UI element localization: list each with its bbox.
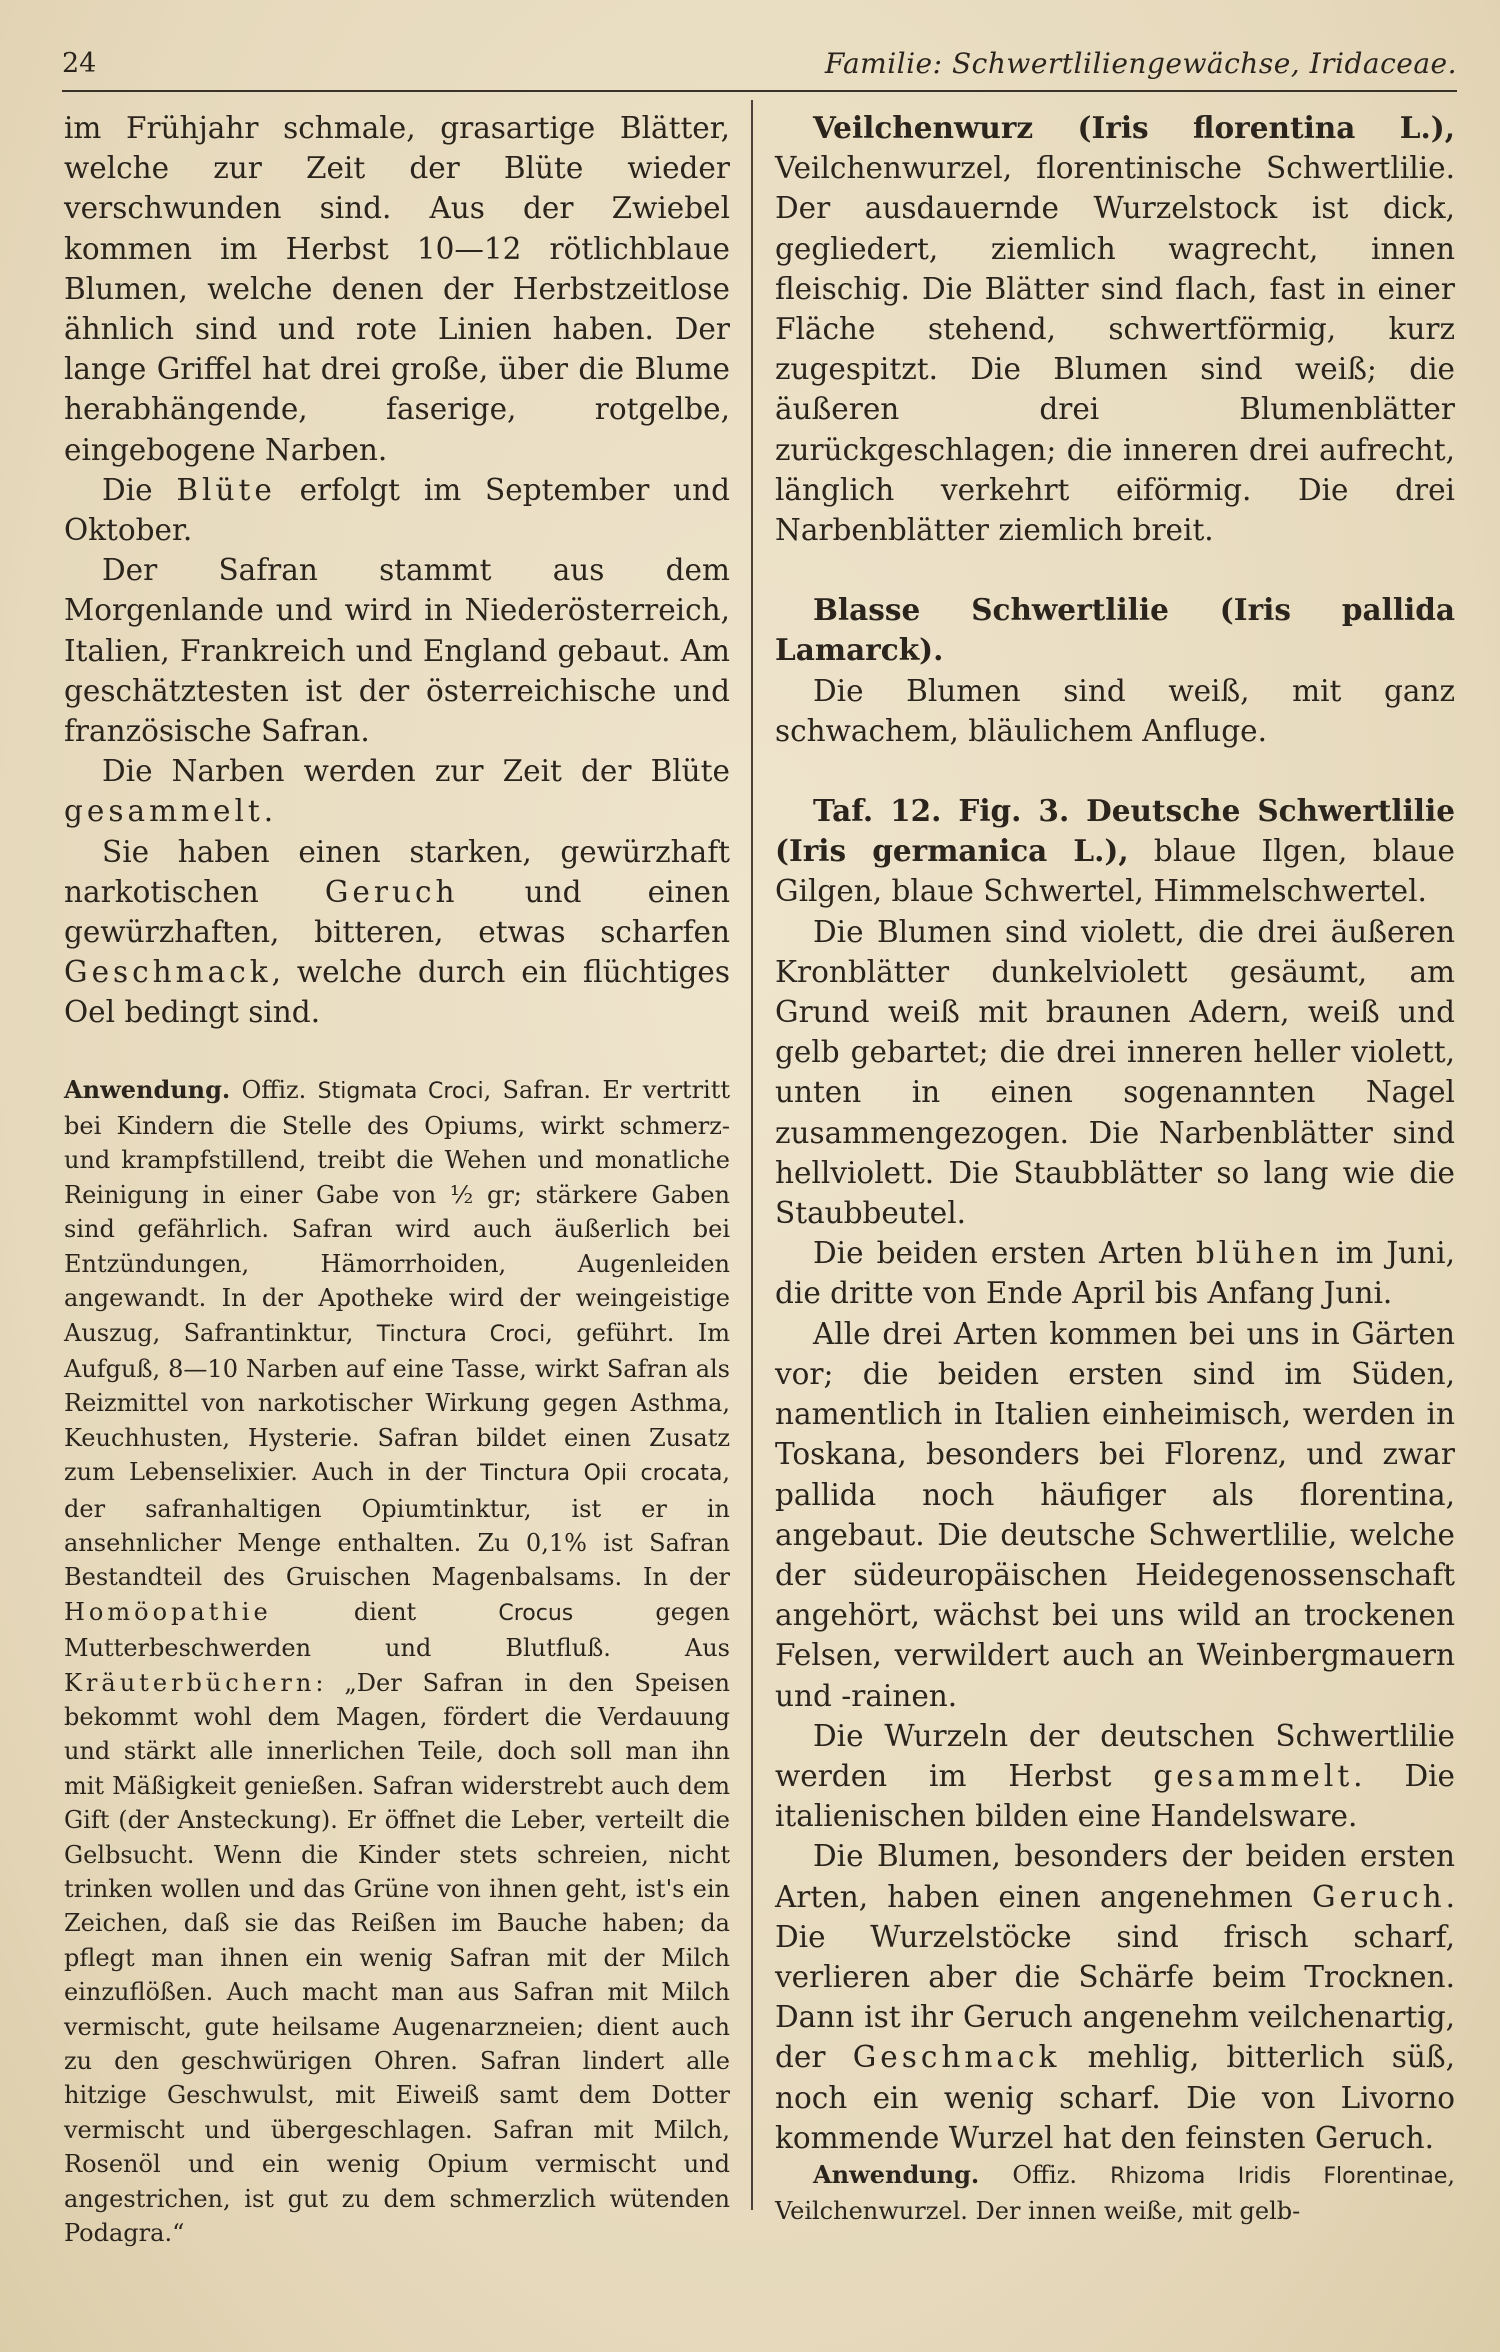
entry-iris-florentina: Veilchenwurz (Iris florentina L.), Veilchenwurzel, florentinische Schwertlilie. Der ausdauernde Wurzelstock ist dick, gegliedert, ziemlich wagrecht, innen fleischig. Die Blätter sind flach, fast in einer Fläche stehend, schwertförmig, kurz zugespitzt. Die Blumen sind weiß; die äußeren drei Blumenblätter zurückgeschlagen; die inneren drei aufrecht, länglich verkehrt eiförmig. Die drei Narbenblätter ziemlich breit. — [775, 110, 1455, 548]
right-column — [775, 108, 1455, 2229]
paragraph-smell-taste: Sie haben einen starken, gewürzhaft narkotischen Geruch und einen gewürzhaften, bitteren, etwas scharfen Geschmack, welche durch ein flüchtiges Oel bedingt sind. — [64, 834, 730, 1030]
left-column — [64, 108, 730, 2250]
species-name-pallida: Blasse Schwertlilie (Iris pallida Lamarck). — [775, 592, 1455, 668]
paragraph-collection: Die Narben werden zur Zeit der Blüte gesammelt. — [64, 754, 730, 829]
paragraph-origin: Der Safran stammt aus dem Morgenlande und wird in Niederösterreich, Italien, Frankreich und England gebaut. Am geschätztesten ist der österreichische und französische Safran. — [64, 553, 730, 749]
paragraph-iris-roots: Die Wurzeln der deutschen Schwertlilie werden im Herbst gesammelt. Die italienischen bilden eine Handelsware. — [775, 1718, 1455, 1834]
entry-iris-germanica: Taf. 12. Fig. 3. Deutsche Schwertlilie (Iris germanica L.), blaue Ilgen, blaue Gilgen, blaue Schwertel, Himmelschwertel. — [775, 793, 1455, 909]
iris-use-heading: Anwendung. — [813, 2159, 980, 2189]
entry-iris-pallida-title — [775, 590, 1455, 670]
use-heading: Anwendung. — [64, 1074, 231, 1104]
paragraph-saffron-description: im Frühjahr schmale, grasartige Blätter, welche zur Zeit der Blüte wieder verschwunden sind. Aus der Zwiebel kommen im Herbst 10—12 rötlichblaue Blumen, welche denen der Herbstzeitlose ähnlich sind und rote Linien haben. Der lange Griffel hat drei große, über die Blume herabhängende, faserige, rotgelbe, eingebogene Narben. — [64, 111, 730, 467]
header-rule — [62, 90, 1457, 92]
page-header — [62, 42, 1457, 86]
paragraph-iris-smell: Die Blumen, besonders der beiden ersten Arten, haben einen angenehmen Geruch. Die Wurzelstöcke sind frisch scharf, verlieren aber die Schärfe beim Trocknen. Dann ist ihr Geruch angenehm veilchenartig, der Geschmack mehlig, bitterlich süß, noch ein wenig scharf. Die von Livorno kommende Wurzel hat den feinsten Geruch. — [775, 1839, 1455, 2155]
column-rule — [751, 100, 753, 2210]
paragraph-iris-distribution: Alle drei Arten kommen bei uns in Gärten vor; die beiden ersten sind im Süden, namentlich in Italien einheimisch, werden in Toskana, besonders bei Florenz, und zwar pallida noch häufiger als florentina, angebaut. Die deutsche Schwertlilie, welche der südeuropäischen Heidegenossenschaft angehört, wächst bei uns wild an trockenen Felsen, verwildert auch an Weinbergmauern und -rainen. — [775, 1316, 1455, 1713]
page-number: 24 — [62, 48, 97, 79]
species-name-germanica: Taf. 12. Fig. 3. Deutsche Schwertlilie (Iris germanica L.), — [775, 793, 1455, 869]
paragraph-iris-bloom: Die beiden ersten Arten blühen im Juni, die dritte von Ende April bis Anfang Juni. — [775, 1236, 1455, 1311]
paragraph-iris-use: Anwendung. Offiz. Rhizoma Iridis Florentinae, Veilchenwurzel. Der innen weiße, mit gelb- — [775, 2159, 1455, 2226]
paragraph-germanica-flowers: Die Blumen sind violett, die drei äußeren Kronblätter dunkelviolett gesäumt, am Grund weiß mit braunen Adern, weiß und gelb gebartet; die drei inneren heller violett, unten in einen sogenannten Nagel zusammengezogen. Die Narbenblätter sind hellviolett. Die Staubblätter so lang wie die Staubbeutel. — [775, 914, 1455, 1231]
running-title: Familie: Schwertliliengewächse, Iridaceae. — [824, 47, 1457, 80]
paragraph-bloom-time: Die Blüte erfolgt im September und Oktober. — [64, 472, 731, 548]
species-name-florentina: Veilchenwurz (Iris florentina L.), — [813, 110, 1455, 145]
entry-iris-pallida-text: Die Blumen sind weiß, mit ganz schwachem, bläulichem Anfluge. — [775, 673, 1455, 748]
paragraph-saffron-use: Anwendung. Offiz. Stigmata Croci, Safran. Er vertritt bei Kindern die Stelle des Opiums, wirkt schmerz- und krampfstillend, treibt die Wehen und monatliche Reinigung in einer Gabe von ½ gr; stärkere Gaben sind gefährlich. Safran wird auch äußerlich bei Entzündungen, Hämorrhoiden, Augenleiden angewandt. In der Apotheke wird der weingeistige Auszug, Safrantinktur, Tinctura Croci, geführt. Im Aufguß, 8—10 Narben auf eine Tasse, wirkt Safran als Reizmittel von narkotischer Wirkung gegen Asthma, Keuchhusten, Hysterie. Safran bildet einen Zusatz zum Lebenselixier. Auch in der Tinctura Opii crocata, der safranhaltigen Opiumtinktur, ist er in ansehnlicher Menge enthalten. Zu 0,1% ist Safran Bestandteil des Gruischen Magenbalsams. In der Homöopathie dient Crocus gegen Mutterbeschwerden und Blutfluß. Aus Kräuterbüchern: „Der Safran in den Speisen bekommt wohl dem Magen, fördert die Verdauung und stärkt alle innerlichen Teile, doch soll man ihn mit Mäßigkeit genießen. Safran widerstrebt auch dem Gift (der Ansteckung). Er öffnet die Leber, verteilt die Gelbsucht. Wenn die Kinder stets schreien, nicht trinken wollen und das Grüne von ihnen geht, ist's ein Zeichen, daß sie das Reißen im Bauche haben; da pflegt man ihnen ein wenig Safran mit der Milch einzuflößen. Auch macht man aus Safran mit Milch vermischt, gute heilsame Augenarzneien; dient auch zu den geschwürigen Ohren. Safran lindert alle hitzige Geschwulst, mit Eiweiß samt dem Dotter vermischt und übergeschlagen. Safran mit Milch, Rosenöl und ein wenig Opium vermischt und angestrichen, ist gut zu dem schmerzlich wütenden Podagra.“ — [64, 1074, 731, 2248]
